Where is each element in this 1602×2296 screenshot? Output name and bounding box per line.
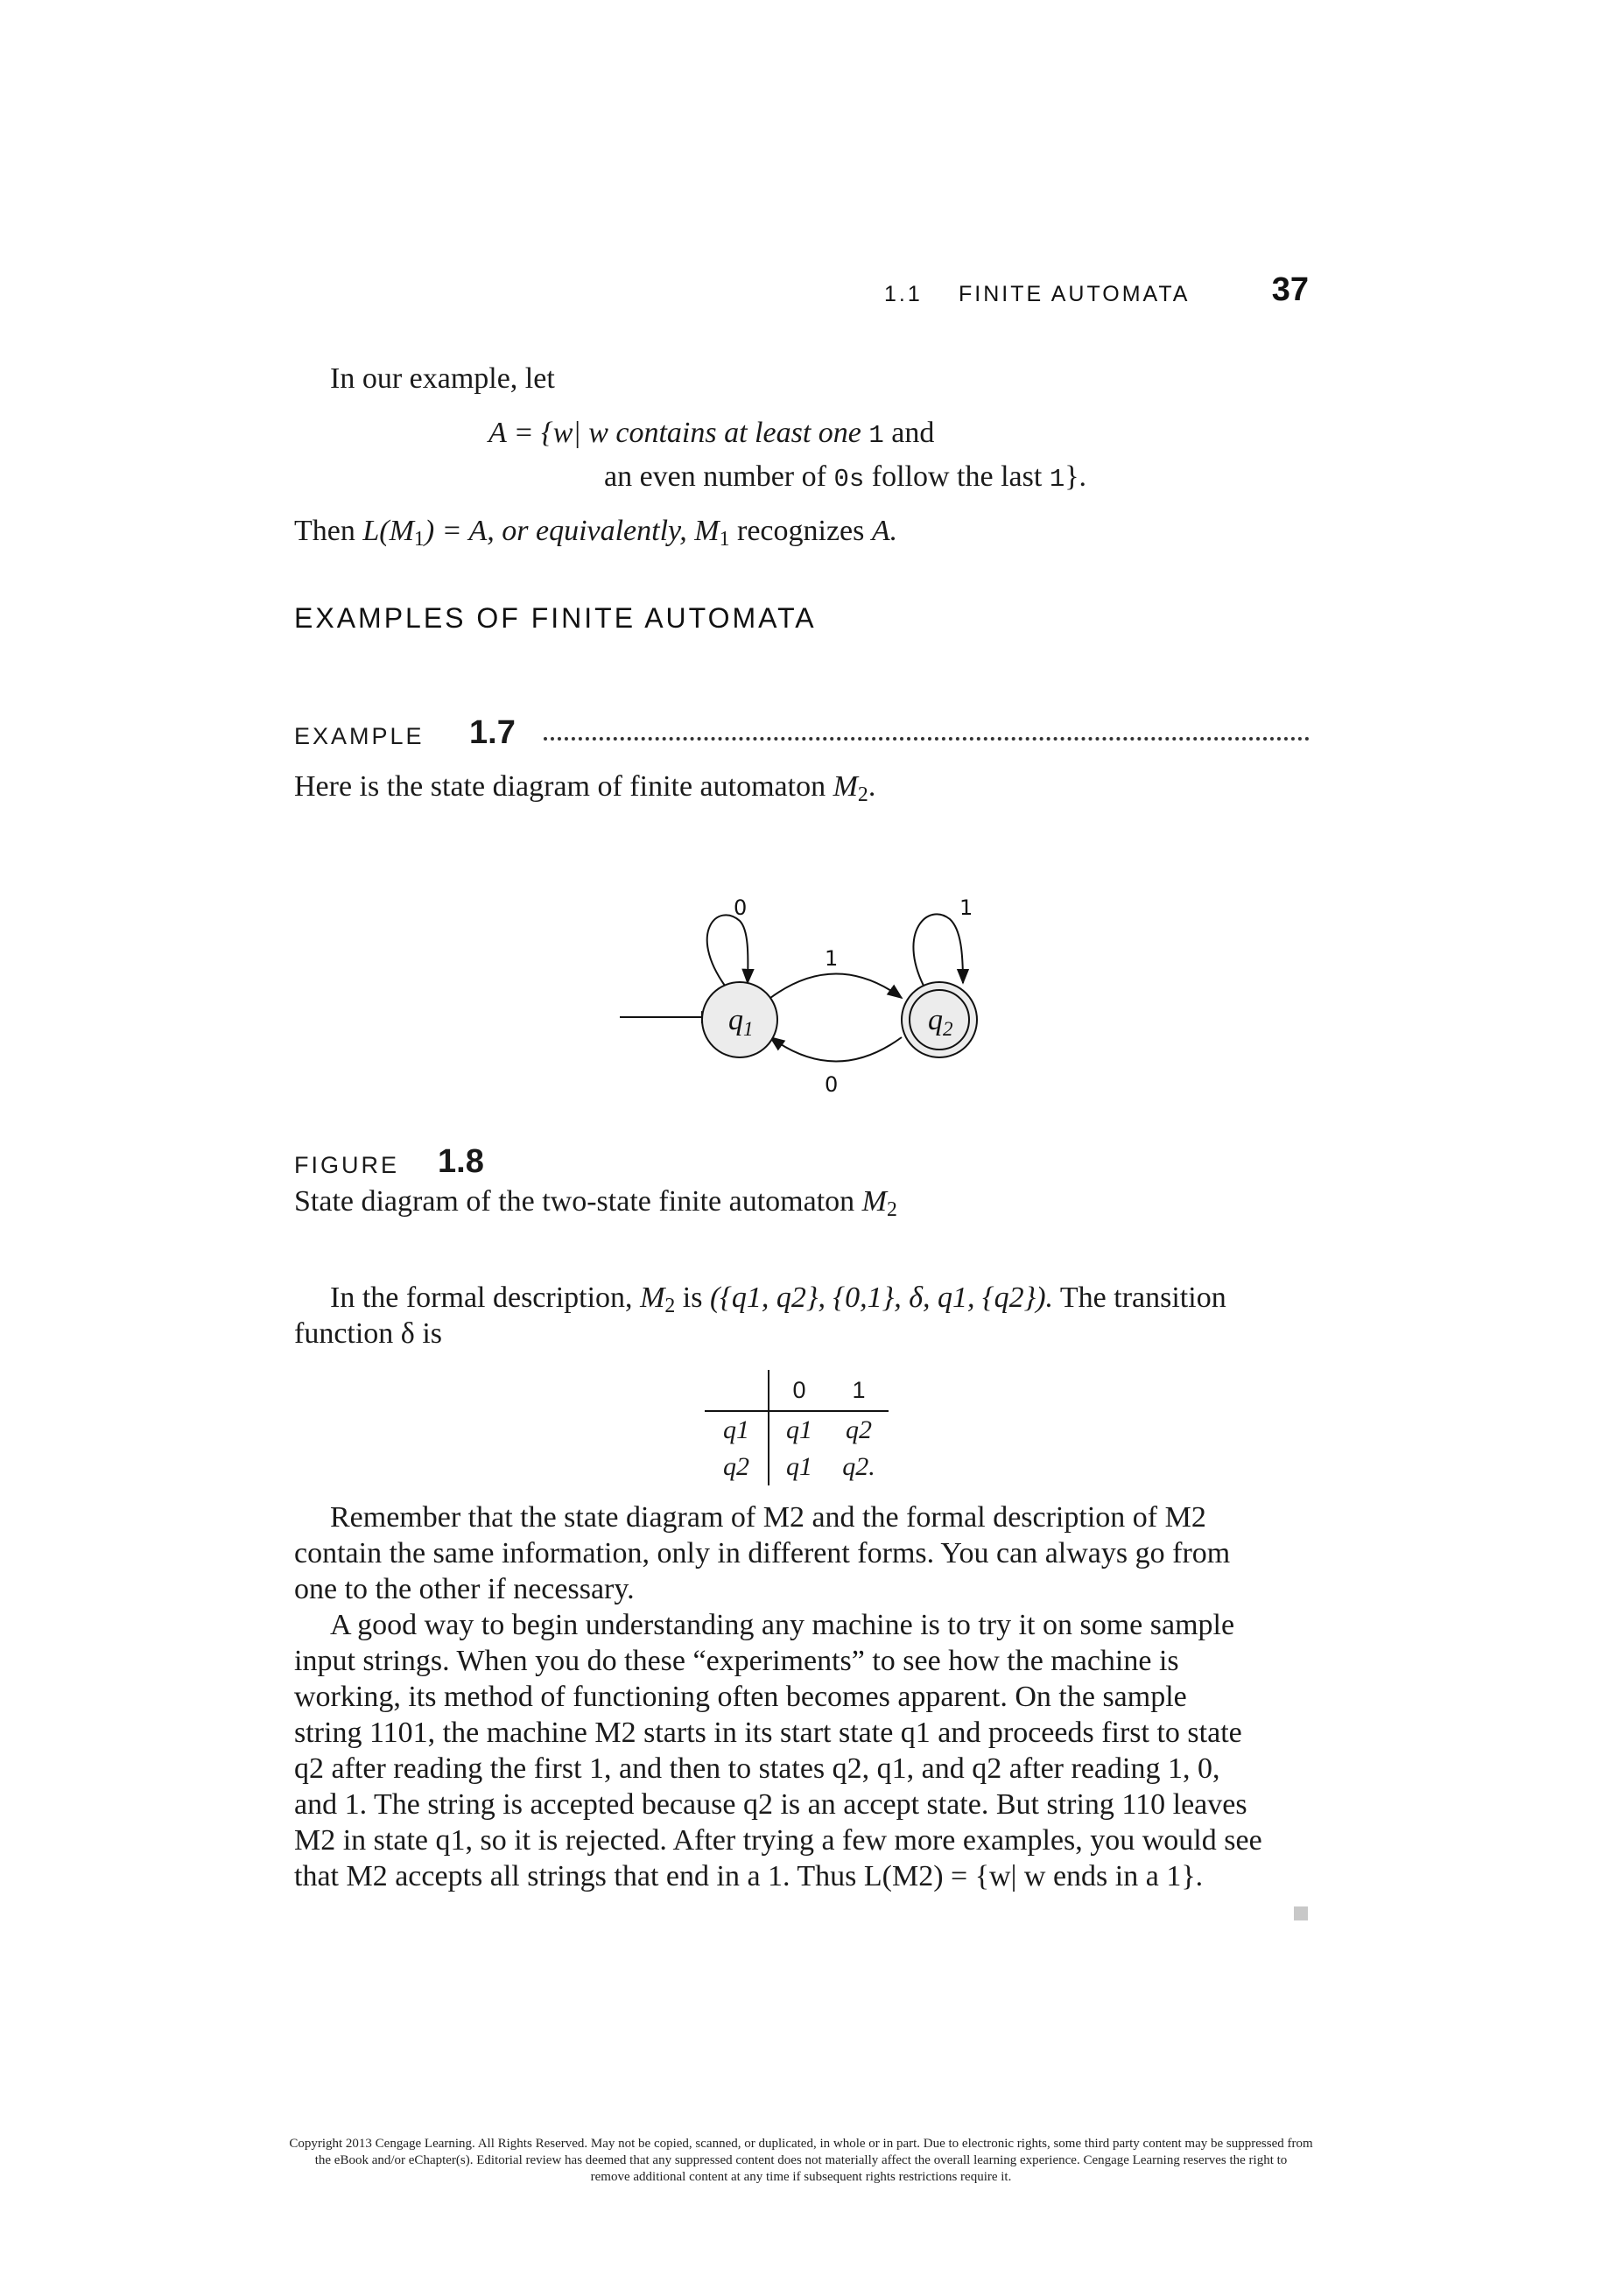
table-cell: q1 (786, 1415, 812, 1444)
edge-q2-q1-label: 0 (825, 1072, 839, 1097)
section-heading: EXAMPLES OF FINITE AUTOMATA (294, 602, 817, 634)
example-rule (544, 737, 1310, 741)
then-line (294, 513, 897, 549)
then-sub1: 1 (413, 527, 425, 551)
figure-caption (294, 1183, 897, 1219)
then-sub2: 1 (719, 527, 730, 551)
formal-c: The transition (1059, 1281, 1226, 1314)
page-number: 37 (1271, 271, 1309, 308)
table-row-state: q1 (705, 1411, 769, 1449)
then-e: recognizes (737, 515, 865, 547)
paragraph-2 (294, 1499, 1310, 1607)
table-row (705, 1449, 889, 1485)
set-definition-line2 (604, 459, 1086, 497)
formal-m: M (640, 1281, 665, 1314)
state-q1-label: $q_1$ (728, 1004, 754, 1040)
running-head (875, 271, 1309, 315)
loop-q1-label: 0 (734, 895, 748, 920)
paragraph-line: contain the same information, only in different forms. You can always go from (294, 1537, 1231, 1569)
loop-q2 (913, 914, 963, 986)
set-line2-end: }. (1064, 460, 1087, 493)
paragraph-line: input strings. When you do these “experiments” to see how the machine is (294, 1645, 1179, 1677)
loop-q1 (707, 915, 748, 986)
paragraph-line: A good way to begin understanding any machine is to try it on some sample (330, 1609, 1235, 1641)
set-line2-b: follow the last (871, 460, 1043, 493)
table-cell: q1 (786, 1452, 812, 1481)
figure-caption-sub: 2 (886, 1197, 897, 1221)
figure-label: FIGURE (294, 1152, 400, 1178)
paragraph-line: one to the other if necessary. (294, 1573, 635, 1605)
copyright-line: Copyright 2013 Cengage Learning. All Rights Reserved. May not be copied, scanned, or duplicated, in whole or in part. Due to electronic rights, some third party content may be suppressed from (289, 2137, 1313, 2151)
transition-table (705, 1370, 889, 1485)
edge-q1-q2-label: 1 (825, 946, 839, 971)
copyright-line: the eBook and/or eChapter(s). Editorial review has deemed that any suppressed content does not materially affect the overall learning experience. Cengage Learning reserves the right to (314, 2153, 1288, 2167)
state-q2-label: $q_2$ (928, 1004, 953, 1040)
paragraph-3 (294, 1607, 1310, 1894)
delta-table (705, 1370, 889, 1485)
figure-caption-a: State diagram of the two-state finite automaton (294, 1185, 855, 1218)
example-number: 1.7 (469, 714, 516, 751)
example-text-m: M (833, 770, 858, 803)
example-text-sub: 2 (857, 783, 868, 806)
set-line2-a: an even number of (604, 460, 826, 493)
edge-q2-q1 (770, 1037, 902, 1062)
paragraph-line: Remember that the state diagram of M2 and the formal description of M2 (330, 1501, 1206, 1534)
formal-line1 (330, 1280, 1310, 1316)
edge-q1-q2 (770, 974, 902, 999)
section-number: 1.1 (884, 282, 923, 306)
table-corner (705, 1370, 769, 1411)
table-row (705, 1411, 889, 1449)
paragraph-line: q2 after reading the first 1, and then to states q2, q1, and q2 after reading 1, 0, (294, 1752, 1220, 1785)
formal-sub: 2 (664, 1294, 676, 1317)
paragraph-line: and 1. The string is accepted because q2 is an accept state. But string 110 leaves (294, 1788, 1247, 1821)
set-line1-symbol: 1 (868, 421, 884, 450)
intro-lead: In our example, let (330, 362, 555, 395)
then-b: L(M (362, 515, 414, 547)
formal-a: In the formal description, (330, 1281, 633, 1314)
copyright-footer (175, 2136, 1427, 2186)
set-line1-lhs: A = {w| w contains at least one (488, 417, 861, 449)
paragraph-line: that M2 accepts all strings that end in a 1. Thus L(M2) = {w| w ends in a 1}. (294, 1860, 1204, 1892)
table-header-row (705, 1370, 889, 1411)
end-of-example-marker (1294, 1906, 1308, 1920)
figure-caption-m: M (861, 1185, 887, 1218)
example-label: EXAMPLE (294, 723, 425, 749)
example-heading (294, 714, 1310, 753)
paragraph-line: M2 in state q1, so it is rejected. After trying a few more examples, you would see (294, 1824, 1262, 1857)
loop-q2-label: 1 (959, 895, 973, 920)
then-f: A. (871, 515, 898, 547)
table-cell: q2 (846, 1415, 872, 1444)
then-c: ) = A, or equivalently, (424, 515, 687, 547)
example-text (294, 769, 875, 804)
section-title: FINITE AUTOMATA (959, 282, 1191, 306)
table-row-state: q2 (705, 1449, 769, 1485)
set-line2-symbol: 0s (833, 465, 865, 494)
formal-b: is (682, 1281, 703, 1314)
formal-line2: function δ is (294, 1317, 443, 1350)
set-line1-end: and (891, 417, 935, 449)
set-definition-line1 (488, 415, 934, 453)
formal-tuple: ({q1, q2}, {0,1}, δ, q1, {q2}). (709, 1281, 1054, 1314)
copyright-line: remove additional content at any time if subsequent rights restrictions require it. (590, 2170, 1012, 2184)
paragraph-line: string 1101, the machine M2 starts in its start state q1 and proceeds first to state (294, 1717, 1242, 1749)
table-cell: q2. (842, 1452, 875, 1481)
example-text-a: Here is the state diagram of finite automaton (294, 770, 826, 803)
then-d: M (694, 515, 720, 547)
table-col-0: 0 (769, 1370, 829, 1411)
then-a: Then (294, 515, 355, 547)
set-line2-symbol2: 1 (1049, 465, 1065, 494)
table-col-1: 1 (829, 1370, 889, 1411)
state-diagram (604, 884, 1007, 1120)
figure-number: 1.8 (438, 1143, 484, 1180)
example-text-end: . (868, 770, 876, 803)
paragraph-line: working, its method of functioning often becomes apparent. On the sample (294, 1681, 1187, 1713)
